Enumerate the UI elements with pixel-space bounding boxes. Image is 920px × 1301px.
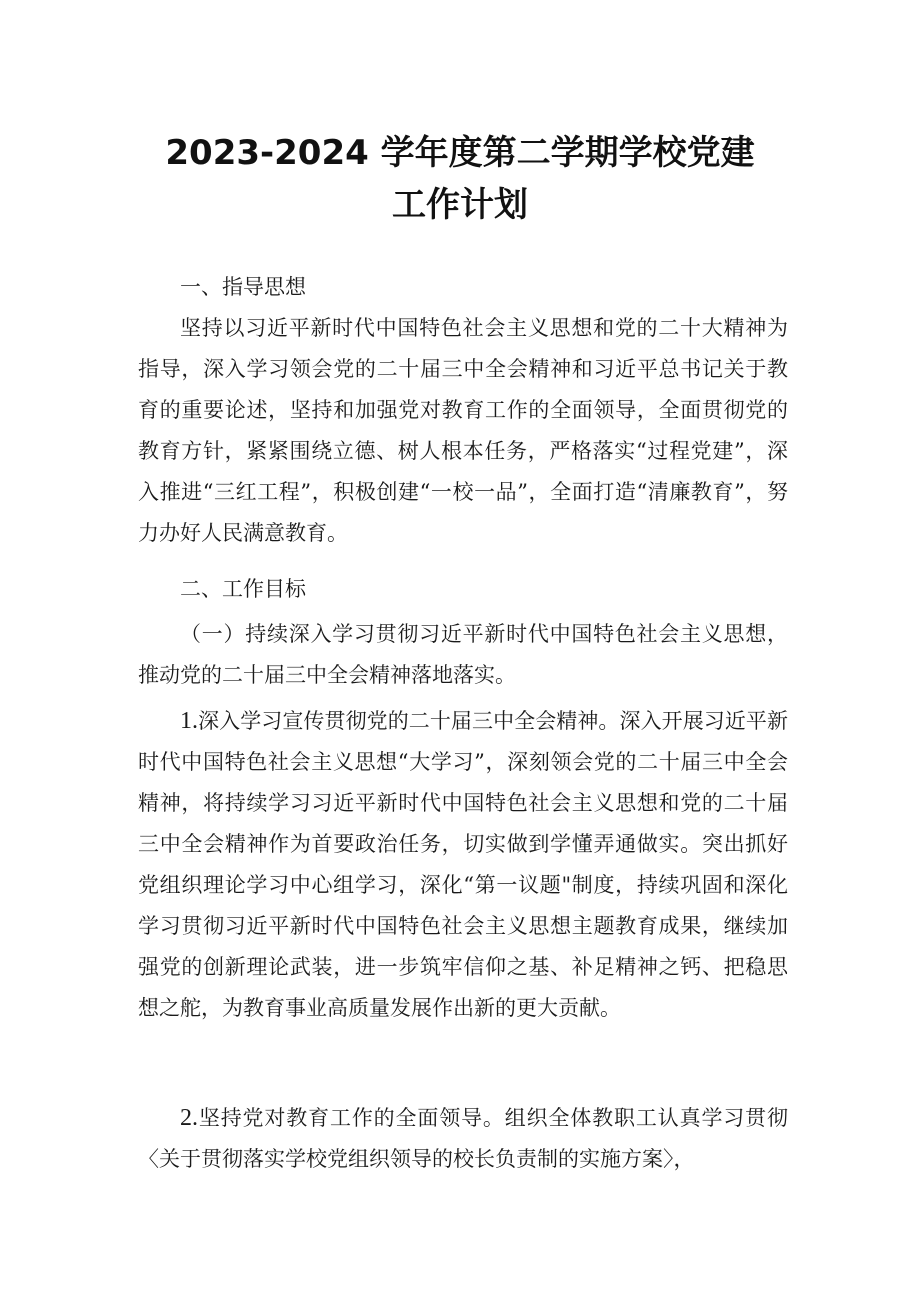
section1-body: 坚持以习近平新时代中国特色社会主义思想和党的二十大精神为指导，深入学习领会党的二十届三中全会精神和习近平总书记关于教育的重要论述，坚持和加强党对教育工作的全面领导，全面贯彻党的教育方针，紧紧围绕立德、树人根本任务，严格落实“过程党建”，深入推进“三红工程”，积极创建“一校一品”，全面打造“清廉教育”，努力办好人民满意教育。	[138, 316, 788, 545]
document-title-line2: 工作计划	[392, 185, 528, 225]
document-title-line1: 2023-2024 学年度第二学期学校党建	[165, 133, 755, 173]
item1-number: 1.	[180, 708, 198, 734]
item2-number: 2.	[180, 1105, 198, 1131]
item2-paragraph	[138, 1098, 788, 1180]
item1-paragraph	[138, 701, 788, 1029]
item1-body: 深入学习宣传贯彻党的二十届三中全会精神。深入开展习近平新时代中国特色社会主义思想“大学习”，深刻领会党的二十届三中全会精神，将持续学习习近平新时代中国特色社会主义思想和党的二十届三中全会精神作为首要政治任务，切实做到学懂弄通做实。突出抓好党组织理论学习中心组学习，深化“第一议题"制度，持续巩固和深化学习贯彻习近平新时代中国特色社会主义思想主题教育成果，继续加强党的创新理论武装，进一步筑牢信仰之基、补足精神之钙、把稳思想之舵，为教育事业高质量发展作出新的更大贡献。	[138, 709, 788, 1020]
section1-heading: 一、指导思想	[180, 275, 306, 299]
item2-body: 坚持党对教育工作的全面领导。组织全体教职工认真学习贯彻〈关于贯彻落实学校党组织领导的校长负责制的实施方案〉，	[138, 1106, 788, 1171]
section2-heading: 二、工作目标	[180, 577, 306, 601]
goal1-paragraph: （一）持续深入学习贯彻习近平新时代中国特色社会主义思想，推动党的二十届三中全会精神落地落实。	[138, 622, 788, 687]
